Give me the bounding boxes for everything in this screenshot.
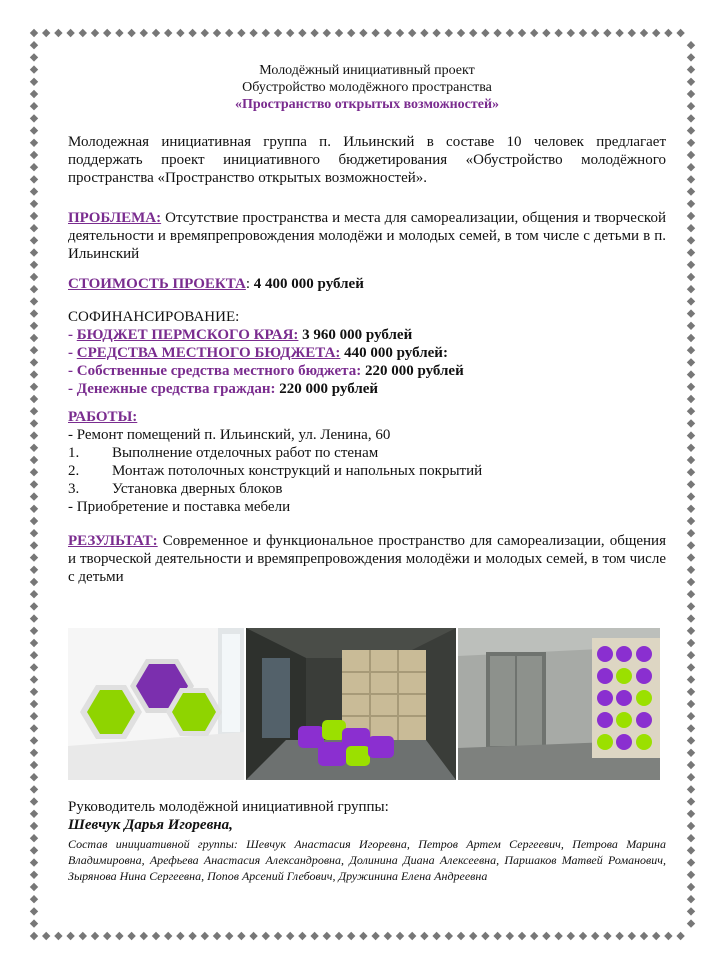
leader-title: Руководитель молодёжной инициативной группы: [68, 799, 389, 815]
result-section [68, 532, 666, 586]
document-body [68, 62, 666, 586]
result-label: РЕЗУЛЬТАТ: [68, 533, 158, 549]
lounge-room-photo [246, 628, 456, 780]
cofinancing-value: 3 960 000 рублей [298, 327, 413, 343]
cofinancing-label: Денежные средства граждан: [76, 381, 276, 397]
problem-text: Отсутствие пространства и места для самореализации, общения и творческой деятельности и времяпрепровождения молодёжи и молодых семей, в том числе с детьми в п. Ильинский [68, 210, 666, 262]
cofinancing-item [68, 362, 666, 380]
corridor-shelves-photo [458, 628, 660, 780]
works-item [68, 480, 666, 498]
works-item-number: 1. [68, 445, 80, 461]
cofinancing-item [68, 326, 666, 344]
cost-separator: : [245, 276, 254, 292]
intro-paragraph: Молодежная инициативная группа п. Ильинский в составе 10 человек предлагает поддержать проект инициативного бюджетирования «Обустройство молодёжного пространства «Пространство открытых возможностей». [68, 134, 666, 186]
cofinancing-label: БЮДЖЕТ ПЕРМСКОГО КРАЯ: [76, 327, 299, 343]
cofinancing-item [68, 380, 666, 398]
leader-section [68, 798, 666, 884]
result-text: Современное и функциональное пространство для самореализации, общения и творческой деятельности и времяпрепровождения молодёжи и молодых семей, в том числе с детьми [68, 533, 666, 585]
cofinancing-dash: - [68, 345, 77, 361]
group-members: Состав инициативной группы: Шевчук Анастасия Игоревна, Петров Артем Сергеевич, Петрова Марина Владимировна, Арефьева Анастасия Александровна, Долинина Диана Алексеевна, Паршаков Матвей Романович, Зырянова Нина Сергеевна, Попов Арсений Глебович, Дружинина Елена Андреевна [68, 837, 666, 883]
cofinancing-value: 220 000 рублей [361, 363, 464, 379]
header-line-1: Молодёжный инициативный проект [259, 63, 475, 78]
works-item [68, 462, 666, 480]
cost-value: 4 400 000 рублей [253, 276, 364, 292]
cofinancing-dash: - [68, 381, 77, 397]
project-title: «Пространство открытых возможностей» [234, 97, 500, 112]
works-label: РАБОТЫ: [68, 409, 138, 425]
cofinancing-title: СОФИНАНСИРОВАНИЕ: [68, 309, 240, 325]
works-line: - Ремонт помещений п. Ильинский, ул. Ленина, 60 [68, 427, 391, 443]
problem-label: ПРОБЛЕМА: [68, 210, 162, 226]
cofinancing-section [68, 308, 666, 398]
hexagon-shelves-photo [68, 628, 244, 780]
header-line-2: Обустройство молодёжного пространства [242, 80, 492, 95]
cofinancing-value: 220 000 рублей [275, 381, 379, 397]
document-header [68, 62, 666, 113]
cofinancing-label: СРЕДСТВА МЕСТНОГО БЮДЖЕТА: [76, 345, 341, 361]
cofinancing-label: Собственные средства местного бюджета: [76, 363, 362, 379]
cofinancing-item [68, 344, 666, 362]
cost-section [68, 275, 666, 293]
leader-name: Шевчук Дарья Игоревна, [68, 817, 233, 833]
works-line: - Приобретение и поставка мебели [68, 499, 291, 515]
works-item-text: Монтаж потолочных конструкций и напольных покрытий [112, 463, 483, 479]
problem-section [68, 209, 666, 263]
works-section [68, 408, 666, 516]
cost-label: СТОИМОСТЬ ПРОЕКТА [68, 276, 246, 292]
photo-strip [68, 628, 660, 780]
works-item-number: 3. [68, 481, 80, 497]
cofinancing-dash: - [68, 363, 77, 379]
cofinancing-value: 440 000 рублей: [340, 345, 448, 361]
works-item [68, 444, 666, 462]
cofinancing-dash: - [68, 327, 77, 343]
works-item-number: 2. [68, 463, 80, 479]
works-item-text: Установка дверных блоков [112, 481, 283, 497]
works-item-text: Выполнение отделочных работ по стенам [112, 445, 379, 461]
